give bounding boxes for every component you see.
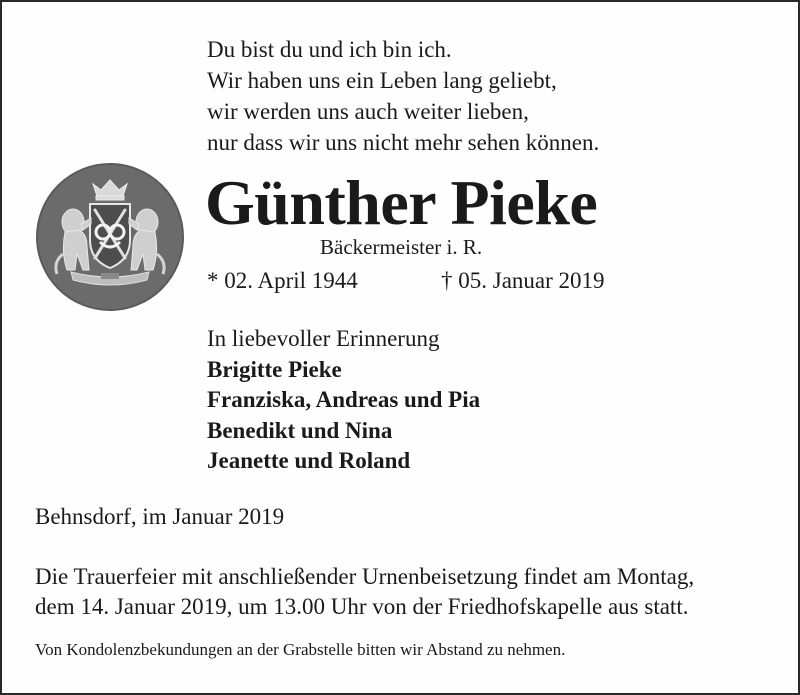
baker-guild-coat-of-arms-icon	[35, 162, 185, 312]
funeral-announcement	[35, 562, 694, 622]
poem-line: Du bist du und ich bin ich.	[207, 37, 452, 62]
mourners-block	[207, 324, 480, 477]
life-dates	[207, 266, 605, 296]
poem-line: nur dass wir uns nicht mehr sehen können.	[207, 130, 600, 155]
mourner-name: Franziska, Andreas und Pia	[207, 387, 481, 412]
funeral-line: Die Trauerfeier mit anschließender Urnenbeisetzung findet am Montag,	[35, 564, 695, 589]
birth-date: * 02. April 1944	[207, 268, 358, 293]
mourner-name: Jeanette und Roland	[207, 448, 411, 473]
condolence-note: Von Kondolenzbekundungen an der Grabstelle bitten wir Abstand zu nehmen.	[35, 640, 566, 659]
memorial-poem	[207, 34, 727, 158]
death-date: † 05. Januar 2019	[441, 268, 605, 293]
poem-line: wir werden uns auch weiter lieben,	[207, 99, 529, 124]
place-and-date: Behnsdorf, im Januar 2019	[35, 504, 285, 529]
mourner-name: Benedikt und Nina	[207, 417, 393, 443]
funeral-line: dem 14. Januar 2019, um 13.00 Uhr von der Friedhofskapelle aus statt.	[35, 594, 689, 619]
poem-line: Wir haben uns ein Leben lang geliebt,	[207, 68, 557, 93]
mourner-name: Brigitte Pieke	[207, 356, 342, 382]
deceased-name: Günther Pieke	[205, 167, 598, 238]
memory-intro: In liebevoller Erinnerung	[207, 326, 440, 351]
deceased-occupation: Bäckermeister i. R.	[320, 235, 483, 259]
